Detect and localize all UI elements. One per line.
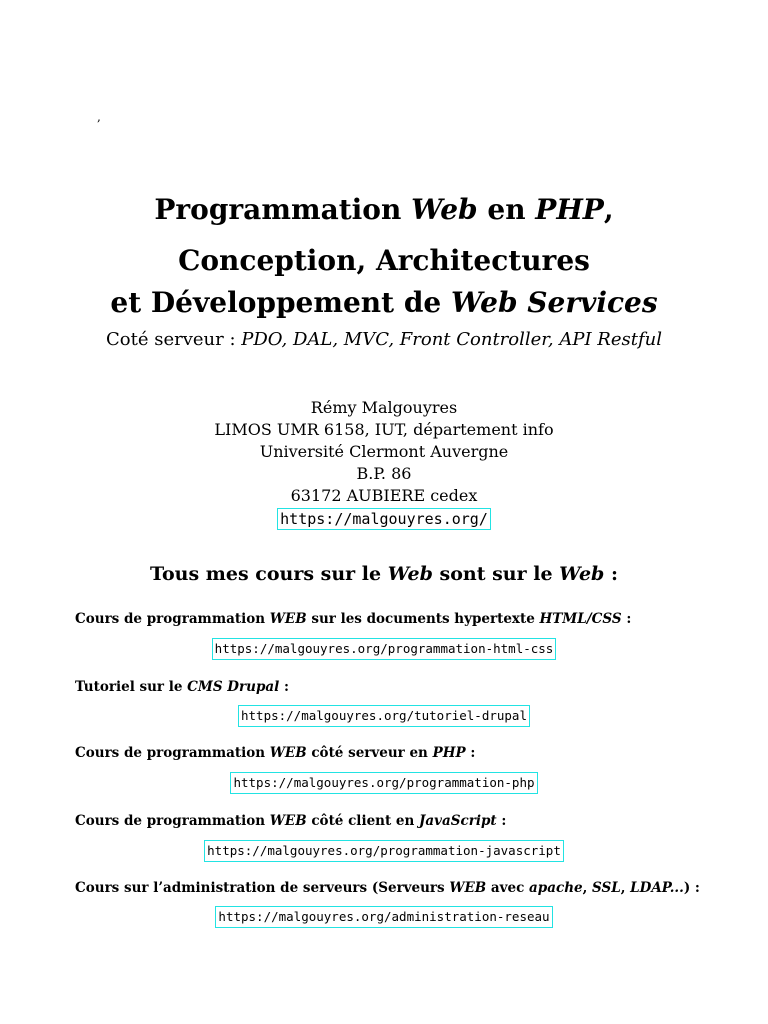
heading-text-italic: Web — [559, 563, 605, 585]
course-text-italic: LDAP... — [630, 880, 684, 896]
course-link-row — [0, 638, 768, 660]
course-item-php — [75, 745, 715, 761]
course-link-html-css[interactable]: https://malgouyres.org/programmation-html-css — [212, 638, 557, 660]
course-text-italic: HTML/CSS — [539, 611, 622, 627]
course-link-php[interactable]: https://malgouyres.org/programmation-php — [230, 772, 537, 794]
author-name: Rémy Malgouyres — [310, 398, 458, 417]
course-item-drupal — [75, 679, 715, 695]
course-text-italic: WEB — [269, 611, 307, 627]
heading-text: Tous mes cours sur le — [150, 563, 388, 585]
course-text-italic: CMS Drupal — [187, 679, 280, 695]
course-item-admin — [75, 880, 715, 896]
author-block — [0, 397, 768, 530]
course-item-html-css — [75, 611, 715, 627]
title-text: et Développement de — [110, 286, 451, 319]
course-text: : — [496, 813, 507, 829]
title-text-italic: PHP — [535, 193, 604, 226]
course-link-row — [0, 906, 768, 928]
author-university: Université Clermont Auvergne — [259, 442, 509, 461]
course-text-italic: SSL — [592, 880, 621, 896]
course-text-italic: WEB — [449, 880, 487, 896]
course-text: avec — [486, 880, 530, 896]
author-city: 63172 AUBIERE cedex — [290, 486, 478, 505]
course-text: : — [465, 745, 476, 761]
course-link-admin[interactable]: https://malgouyres.org/administration-reseau — [215, 906, 552, 928]
course-text: Cours de programmation — [75, 745, 270, 761]
title-text-italic: Web — [411, 193, 478, 226]
title-text: en — [477, 193, 536, 226]
course-text-italic: JavaScript — [419, 813, 497, 829]
author-website-link[interactable]: https://malgouyres.org/ — [277, 508, 491, 530]
course-link-drupal[interactable]: https://malgouyres.org/tutoriel-drupal — [238, 705, 530, 727]
title-line-3 — [0, 286, 768, 319]
course-text-italic: WEB — [269, 813, 307, 829]
course-text: Tutoriel sur le — [75, 679, 188, 695]
course-link-row — [0, 705, 768, 727]
heading-text-italic: Web — [387, 563, 433, 585]
course-text: sur les documents hypertexte — [306, 611, 540, 627]
course-text: Cours de programmation — [75, 813, 270, 829]
title-line-2: Conception, Architectures — [178, 244, 590, 277]
course-text: côté serveur en — [306, 745, 433, 761]
course-text: Cours sur l’administration de serveurs (Serveurs — [75, 880, 450, 896]
course-text-italic: apache — [529, 880, 583, 896]
course-text: ) : — [683, 880, 700, 896]
title-text-italic: Web Services — [450, 286, 658, 319]
heading-text: sont sur le — [432, 563, 560, 585]
course-text: , — [620, 880, 631, 896]
subtitle — [0, 329, 768, 350]
course-link-row — [0, 840, 768, 862]
author-bp: B.P. 86 — [356, 464, 412, 483]
course-text: Cours de programmation — [75, 611, 270, 627]
course-text-italic: PHP — [432, 745, 466, 761]
subtitle-topics: PDO, DAL, MVC, Front Controller, API Restful — [241, 329, 662, 350]
heading-text: : — [604, 563, 618, 585]
course-text-italic: WEB — [269, 745, 307, 761]
courses-heading — [0, 563, 768, 585]
course-link-row — [0, 772, 768, 794]
course-text: , — [582, 880, 593, 896]
course-text: côté client en — [306, 813, 420, 829]
subtitle-prefix: Coté serveur : — [106, 329, 242, 350]
course-item-javascript — [75, 813, 715, 829]
stray-mark: , — [97, 110, 101, 124]
title-line-1 — [0, 193, 768, 226]
course-text: : — [621, 611, 632, 627]
author-lab: LIMOS UMR 6158, IUT, département info — [214, 420, 554, 439]
course-text: : — [279, 679, 289, 695]
course-link-javascript[interactable]: https://malgouyres.org/programmation-javascript — [204, 840, 564, 862]
title-text: , — [603, 193, 614, 226]
title-text: Programmation — [154, 193, 412, 226]
